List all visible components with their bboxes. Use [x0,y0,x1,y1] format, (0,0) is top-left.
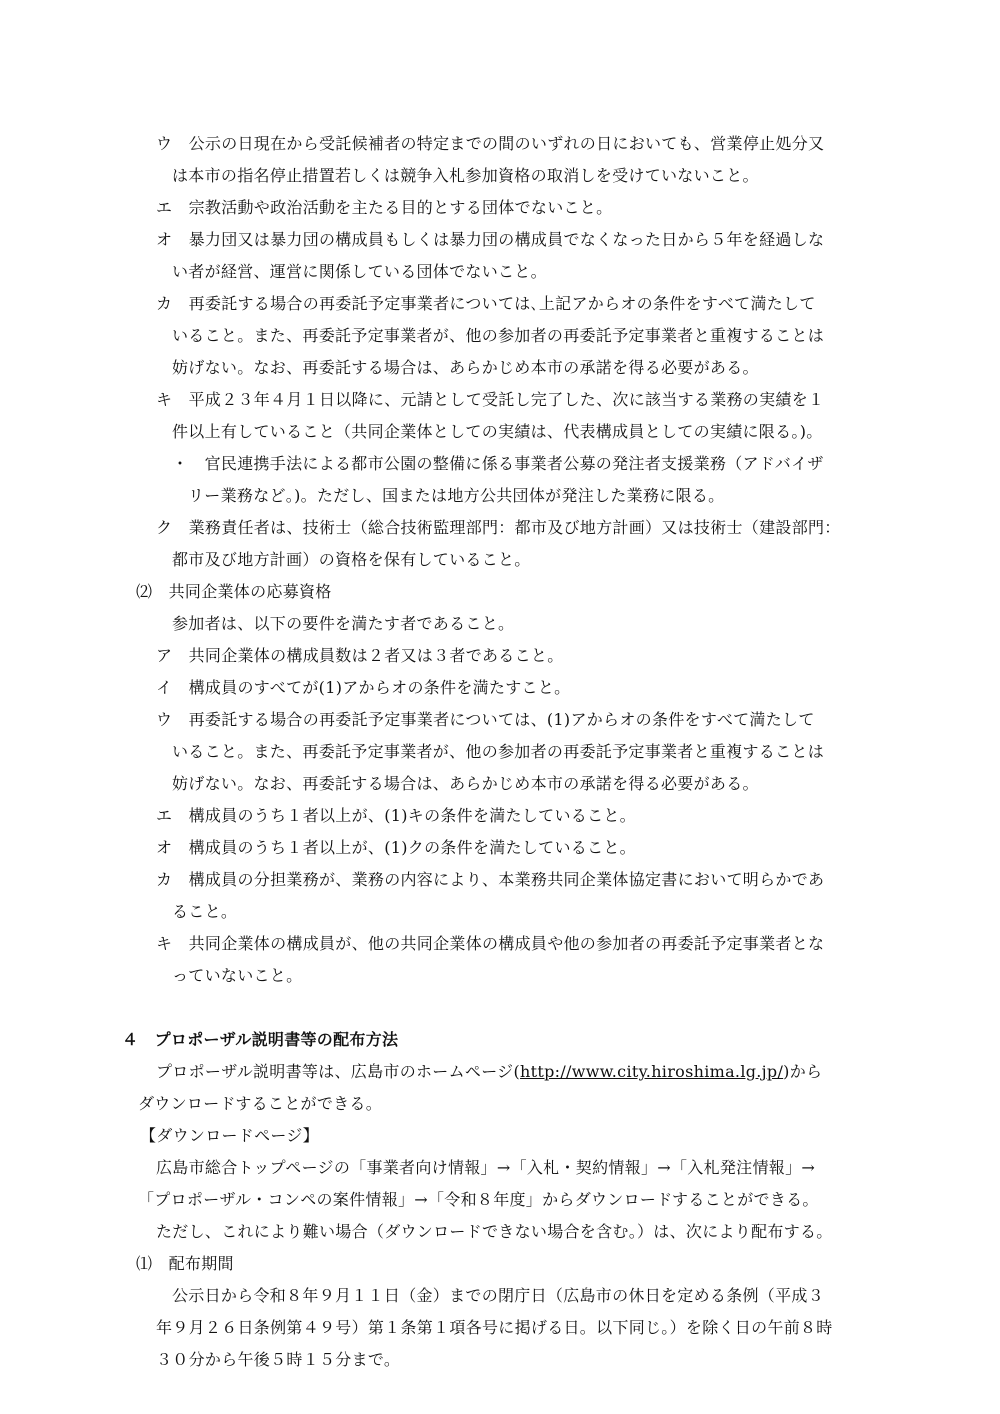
item-ki-line2: 件以上有していること（共同企業体としての実績は、代表構成員としての実績に限る。)。 [172,422,823,441]
section4-paragraph-line2: ダウンロードすることができる。 [138,1094,383,1113]
section4-heading: ４ プロポーザル説明書等の配布方法 [122,1030,399,1049]
section4-paragraph-suffix: )から [783,1062,823,1081]
distribution-period-line2: 年９月２６日条例第４９号）第１条第１項各号に掲げる日。以下同じ。）を除く日の午前８時 [156,1318,833,1337]
distribution-period-heading: ⑴ 配布期間 [136,1254,234,1273]
jv-item-i: イ 構成員のすべてが(1)アからオの条件を満たすこと。 [156,678,571,697]
distribution-period-line3: ３０分から午後５時１５分まで。 [156,1350,401,1369]
item-ki-line1: キ 平成２３年４月１日以降に、元請として受託し完了した、次に該当する業務の実績を１ [156,390,825,409]
jv-item-u-line3: 妨げない。なお、再委託する場合は、あらかじめ本市の承諾を得る必要がある。 [172,774,759,793]
item-o-line1: オ 暴力団又は暴力団の構成員もしくは暴力団の構成員でなくなった日から５年を経過しな [156,230,825,249]
download-path-line3: ただし、これにより難い場合（ダウンロードできない場合を含む。）は、次により配布する。 [156,1222,833,1241]
jv-item-u-line2: いること。また、再委託予定事業者が、他の参加者の再委託予定事業者と重複することは [172,742,825,761]
item-ku-line1: ク 業務責任者は、技術士（総合技術監理部門：都市及び地方計画）又は技術士（建設部門： [156,518,841,537]
jv-item-ki-line1: キ 共同企業体の構成員が、他の共同企業体の構成員や他の参加者の再委託予定事業者とな [156,934,825,953]
item-ku-line2: 都市及び地方計画）の資格を保有していること。 [172,550,531,569]
jv-item-ki-line2: っていないこと。 [172,966,303,985]
item-o-line2: い者が経営、運営に関係している団体でないこと。 [172,262,547,281]
section4-paragraph-prefix: プロポーザル説明書等は、広島市のホームページ( [156,1062,521,1081]
section4-paragraph-line1 [156,1056,822,1088]
item-ka-line3: 妨げない。なお、再委託する場合は、あらかじめ本市の承諾を得る必要がある。 [172,358,759,377]
jv-item-ka-line1: カ 構成員の分担業務が、業務の内容により、本業務共同企業体協定書において明らかであ [156,870,825,889]
download-page-heading: 【ダウンロードページ】 [140,1126,319,1145]
jv-item-ka-line2: ること。 [172,902,238,921]
jv-intro: 参加者は、以下の要件を満たす者であること。 [172,614,515,633]
bullet-line2: リー業務など。)。ただし、国または地方公共団体が発注した業務に限る。 [188,486,725,505]
distribution-period-line1: 公示日から令和８年９月１１日（金）までの閉庁日（広島市の休日を定める条例（平成３ [172,1286,825,1305]
jv-heading: ⑵ 共同企業体の応募資格 [136,582,332,601]
item-u-line2: は本市の指名停止措置若しくは競争入札参加資格の取消しを受けていないこと。 [172,166,759,185]
bullet-line1: ・ 官民連携手法による都市公園の整備に係る事業者公募の発注者支援業務（アドバイザ [172,454,824,473]
item-ka-line2: いること。また、再委託予定事業者が、他の参加者の再委託予定事業者と重複することは [172,326,825,345]
jv-item-u-line1: ウ 再委託する場合の再委託予定事業者については、(1)アからオの条件をすべて満たして [156,710,815,729]
jv-item-o: オ 構成員のうち１者以上が、(1)クの条件を満たしていること。 [156,838,636,857]
download-path-line2: 「プロポーザル・コンペの案件情報」→「令和８年度」からダウンロードすることができる。 [138,1190,819,1209]
item-e: エ 宗教活動や政治活動を主たる目的とする団体でないこと。 [156,198,613,217]
jv-item-e: エ 構成員のうち１者以上が、(1)キの条件を満たしていること。 [156,806,636,825]
homepage-link[interactable]: http://www.city.hiroshima.lg.jp/ [520,1062,784,1081]
download-path-line1: 広島市総合トップページの「事業者向け情報」→「入札・契約情報」→「入札発注情報」→ [156,1158,816,1177]
jv-item-a: ア 共同企業体の構成員数は２者又は３者であること。 [156,646,564,665]
item-u-line1: ウ 公示の日現在から受託候補者の特定までの間のいずれの日においても、営業停止処分又 [156,134,825,153]
item-ka-line1: カ 再委託する場合の再委託予定事業者については､上記アからオの条件をすべて満たして [156,294,816,313]
